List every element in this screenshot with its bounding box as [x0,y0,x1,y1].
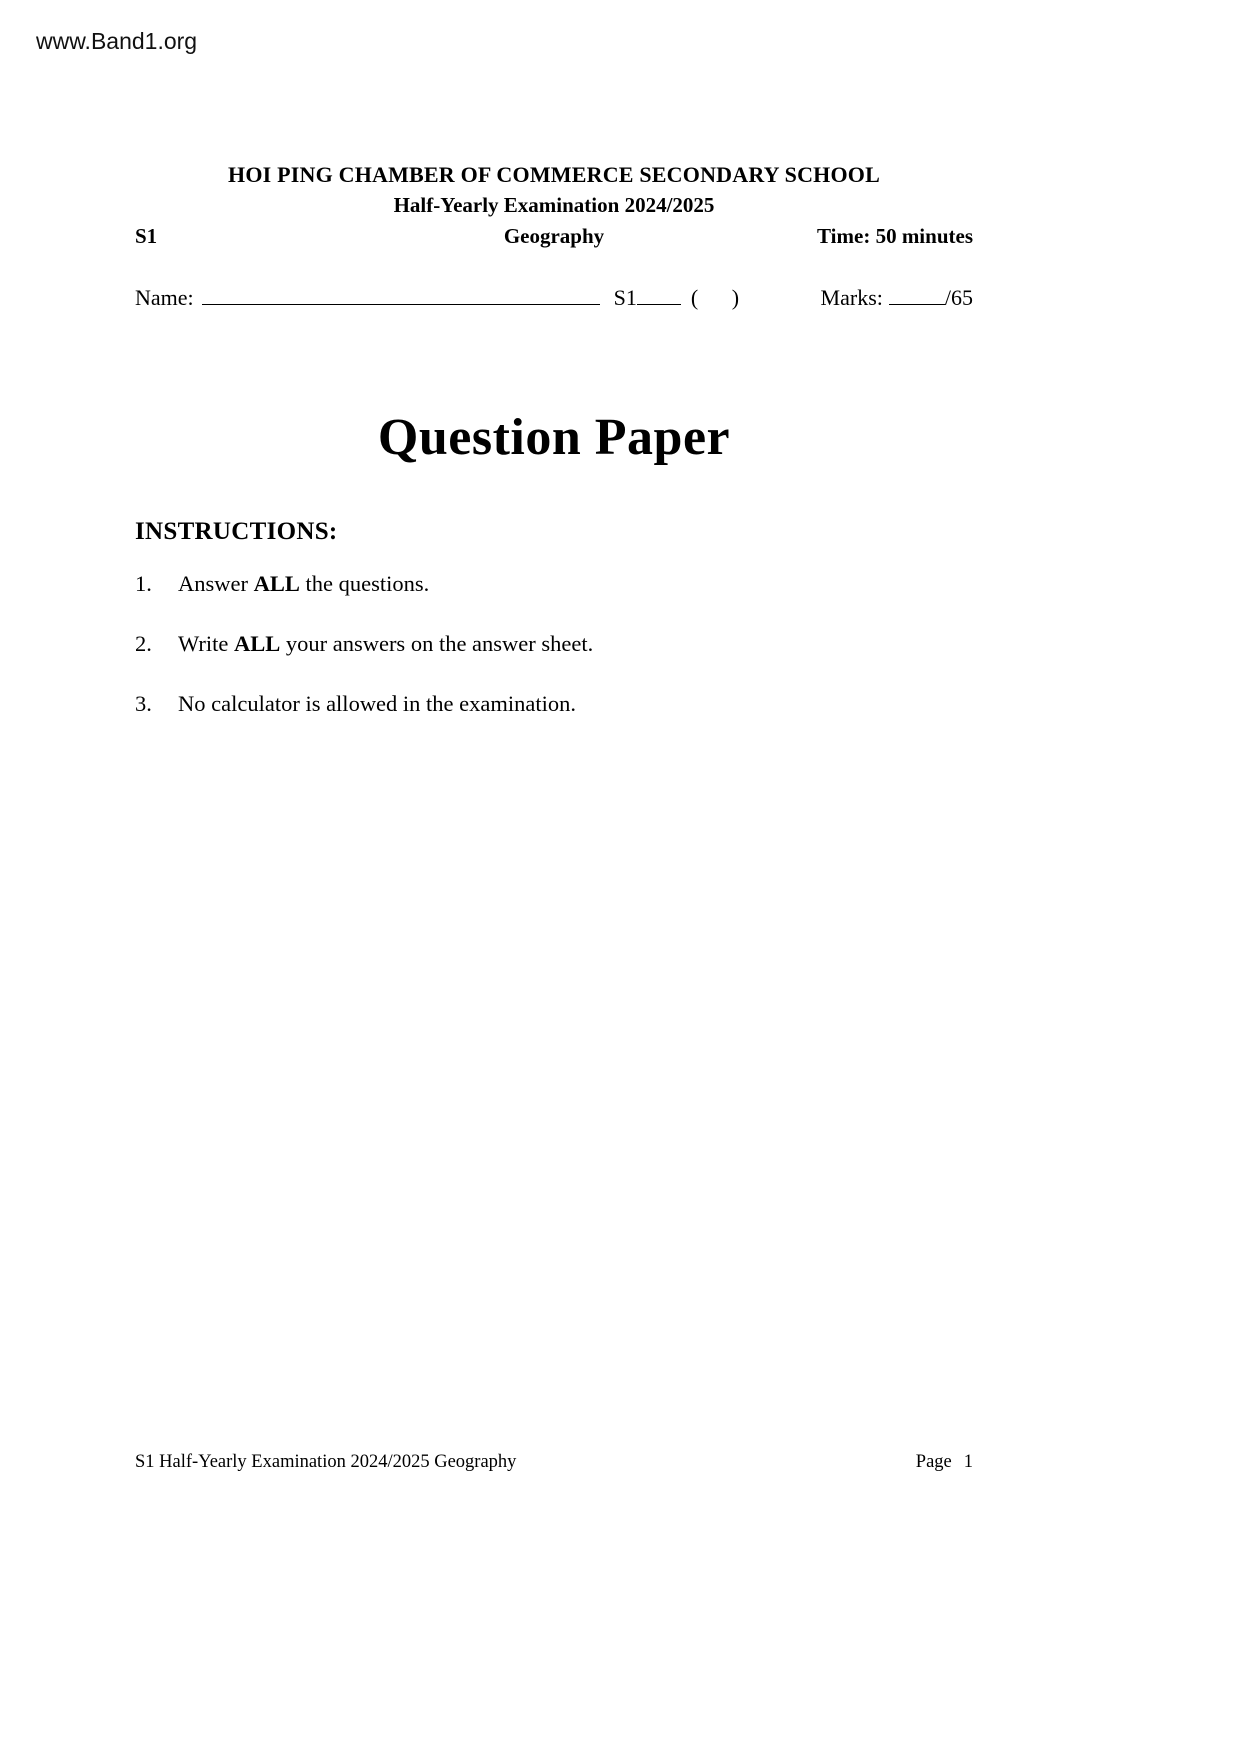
instruction-text-bold: ALL [253,571,300,596]
instruction-number: 1. [135,571,152,596]
subject-name: Geography [503,224,605,248]
instruction-text-pre: Write [178,631,234,656]
footer-exam-info: S1 Half-Yearly Examination 2024/2025 Geography [135,1452,517,1472]
page-title: Question Paper [377,409,731,466]
site-watermark: www.Band1.org [36,28,198,54]
school-name: HOI PING CHAMBER OF COMMERCE SECONDARY SCHOOL [228,162,880,187]
instruction-text-pre: No calculator is allowed in the examination. [178,691,577,716]
exam-meta-row [135,224,973,249]
class-label: S1 [613,285,637,310]
instruction-text [178,570,429,598]
class-level: S1 [135,224,158,248]
instruction-item [135,630,973,658]
instruction-number: 3. [135,691,152,716]
marks-label: Marks: [820,285,883,310]
instruction-text [178,690,576,718]
name-blank-line [202,283,600,305]
instruction-text-post: the questions. [299,571,430,596]
class-blank-line [637,283,681,305]
page-footer [135,1452,973,1473]
exam-header [135,162,973,249]
name-label: Name: [135,285,194,310]
student-info-row [135,283,973,311]
instruction-item [135,690,973,718]
instructions-heading: INSTRUCTIONS: [135,518,338,545]
instruction-text-bold: ALL [233,631,281,656]
class-number-parentheses: ( ) [690,285,754,310]
instruction-number: 2. [135,631,152,656]
instruction-text [178,630,593,658]
instruction-text-post: your answers on the answer sheet. [280,631,594,656]
footer-page-indicator [916,1452,973,1473]
exam-title: Half-Yearly Examination 2024/2025 [393,193,715,217]
marks-total: /65 [944,285,973,310]
page-label: Page [915,1452,952,1472]
page-number: 1 [963,1452,973,1472]
marks-blank-line [889,283,945,305]
instruction-item [135,570,973,598]
time-allowed: Time: 50 minutes [817,224,973,248]
instruction-text-pre: Answer [178,571,254,596]
